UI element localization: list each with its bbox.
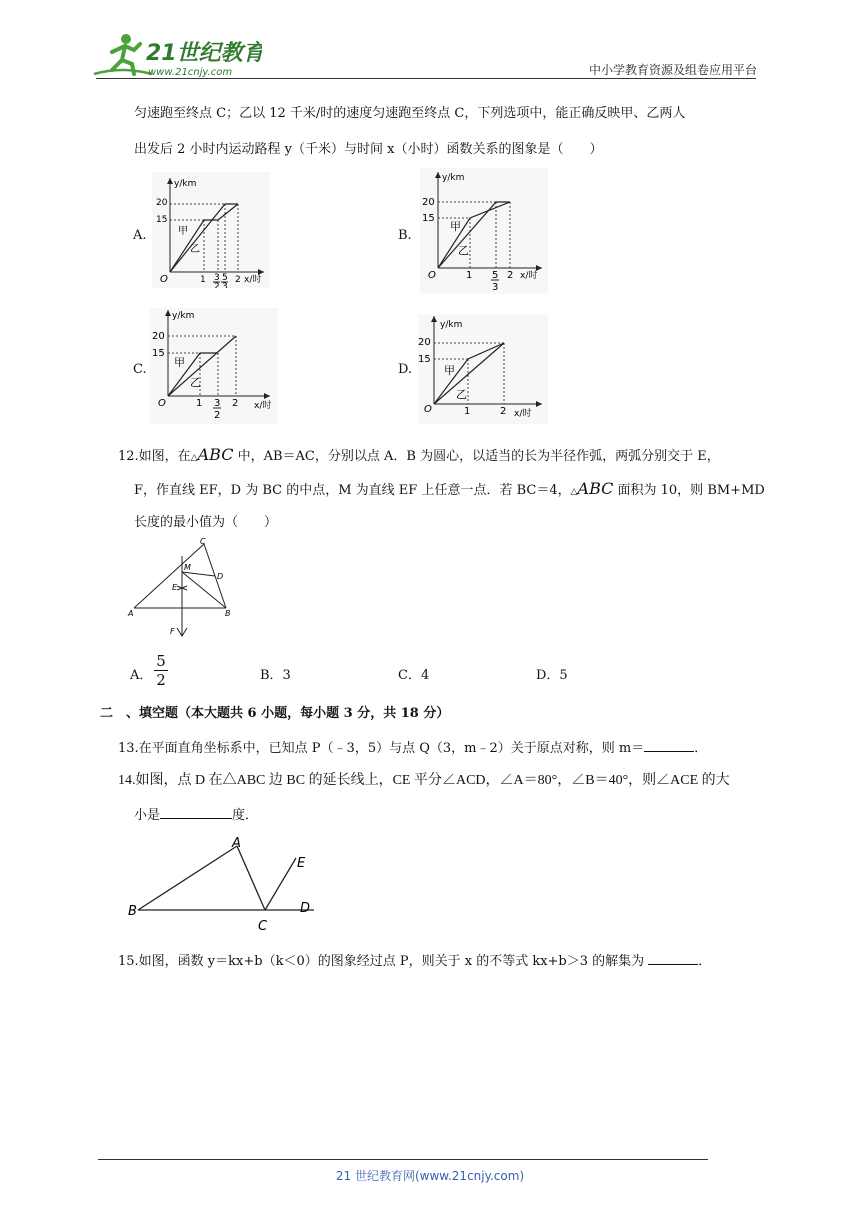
- svg-text:B: B: [128, 904, 137, 919]
- footer-divider: [98, 1159, 708, 1160]
- svg-text:O: O: [158, 398, 166, 409]
- q11-option-d: D.: [398, 362, 413, 377]
- svg-text:2: 2: [214, 410, 221, 421]
- svg-text:C: C: [200, 537, 206, 546]
- svg-text:y/km: y/km: [174, 179, 197, 189]
- q12-line3: 长度的最小值为（ ）: [134, 515, 278, 530]
- q14-blank: [160, 804, 232, 819]
- q12-line1: 12.如图，在△ABC 中，AB＝AC，分别以点 A．B 为圆心，以适当的长为半径作弧，两弧分别交于 E，: [118, 445, 720, 464]
- svg-text:5: 5: [222, 273, 228, 283]
- q12-line2: F，作直线 EF，D 为 BC 的中点，M 为直线 EF 上任意一点．若 BC＝4，△ABC 面积为 10，则 BM+MD: [134, 479, 765, 498]
- svg-text:A: A: [128, 609, 134, 618]
- q11-option-b: B.: [398, 228, 412, 243]
- svg-text:2: 2: [500, 406, 507, 417]
- svg-text:5: 5: [492, 270, 499, 281]
- section-heading: 二 、填空题（本大题共 6 小题，每小题 3 分，共 18 分）: [100, 706, 450, 721]
- svg-text:20: 20: [152, 331, 165, 342]
- svg-text:O: O: [428, 270, 436, 281]
- svg-text:x/时: x/时: [514, 409, 532, 419]
- svg-text:15: 15: [418, 354, 431, 365]
- q14-figure: [124, 836, 320, 936]
- header-divider: [96, 78, 756, 79]
- q12-option-a-fraction: 5 2: [154, 652, 168, 689]
- svg-text:F: F: [170, 627, 175, 636]
- svg-text:3: 3: [214, 273, 220, 283]
- q11-option-c: C.: [133, 362, 147, 377]
- q12-option-a: A．: [130, 668, 153, 683]
- svg-text:B: B: [225, 609, 231, 618]
- q11-option-a: A.: [133, 228, 147, 243]
- graph-b: [420, 168, 548, 294]
- site-logo: [92, 30, 262, 80]
- graph-a: [152, 172, 270, 288]
- svg-text:M: M: [184, 563, 191, 572]
- svg-text:O: O: [160, 274, 168, 285]
- svg-text:y/km: y/km: [172, 311, 195, 321]
- svg-text:y/km: y/km: [442, 173, 465, 183]
- logo-text: 21世纪教育: [146, 41, 262, 66]
- svg-text:D: D: [300, 901, 311, 916]
- q12-option-d: D．5: [536, 668, 568, 683]
- svg-text:1: 1: [464, 406, 471, 417]
- runner-icon: [94, 34, 152, 74]
- svg-text:2: 2: [214, 282, 220, 288]
- svg-text:1: 1: [466, 270, 473, 281]
- svg-text:2: 2: [507, 270, 514, 281]
- platform-name: 中小学教育资源及组卷应用平台: [588, 63, 757, 77]
- svg-text:E: E: [297, 856, 306, 871]
- svg-text:15: 15: [152, 348, 165, 359]
- q11-line2: 出发后 2 小时内运动路程 y（千米）与时间 x（小时）函数关系的图象是（ ）: [134, 142, 603, 157]
- svg-text:20: 20: [418, 337, 431, 348]
- footer-text: 21 世纪教育网(www.21cnjy.com): [335, 1169, 525, 1183]
- svg-text:15: 15: [156, 215, 168, 225]
- svg-text:甲: 甲: [174, 356, 185, 369]
- graph-c: [150, 308, 278, 424]
- q15-text: 15.如图，函数 y＝kx+b（k＜0）的图象经过点 P，则关于 x 的不等式 kx+b＞3 的解集为 ．: [118, 950, 711, 972]
- svg-text:1: 1: [200, 275, 206, 285]
- q14-line1: 14.如图，点 D 在△ABC 边 BC 的延长线上，CE 平分∠ACD，∠A＝80°，∠B＝40°，则∠ACE 的大: [118, 773, 730, 788]
- svg-text:x/时: x/时: [244, 275, 262, 285]
- svg-text:3: 3: [214, 398, 221, 409]
- svg-text:E: E: [172, 583, 178, 592]
- svg-text:甲: 甲: [444, 364, 455, 377]
- svg-text:y/km: y/km: [440, 320, 463, 330]
- svg-text:甲: 甲: [450, 220, 461, 233]
- q11-line1: 匀速跑至终点 C；乙以 12 千米/时的速度匀速跑至终点 C，下列选项中，能正确反映甲、乙两人: [134, 106, 686, 121]
- svg-text:15: 15: [422, 213, 435, 224]
- q12-option-c: C．4: [398, 668, 430, 683]
- svg-text:乙: 乙: [456, 388, 467, 401]
- svg-text:20: 20: [422, 197, 435, 208]
- q12-figure: [124, 536, 236, 640]
- svg-text:x/时: x/时: [254, 401, 272, 411]
- svg-text:3: 3: [492, 282, 499, 293]
- q15-blank: [648, 950, 698, 965]
- svg-text:A: A: [232, 836, 241, 851]
- q13-text: 13.在平面直角坐标系中，已知点 P（﹣3，5）与点 Q（3，m﹣2）关于原点对称，则 m＝ ．: [118, 737, 707, 759]
- q14-line2: 小是 度．: [134, 804, 258, 826]
- svg-text:2: 2: [235, 275, 241, 285]
- svg-text:D: D: [217, 572, 224, 581]
- q12-option-b: B．3: [260, 668, 291, 683]
- svg-text:乙: 乙: [458, 244, 469, 257]
- svg-text:1: 1: [196, 398, 203, 409]
- svg-text:乙: 乙: [190, 376, 201, 389]
- svg-text:乙: 乙: [190, 244, 200, 255]
- svg-text:C: C: [258, 919, 268, 934]
- svg-text:3: 3: [222, 282, 228, 288]
- svg-text:甲: 甲: [178, 226, 188, 237]
- logo-url: www.21cnjy.com: [148, 67, 233, 78]
- svg-text:20: 20: [156, 198, 168, 208]
- graph-d: [418, 314, 548, 424]
- svg-text:2: 2: [232, 398, 239, 409]
- svg-text:x/时: x/时: [520, 271, 538, 281]
- svg-text:O: O: [424, 404, 432, 415]
- q13-blank: [644, 737, 694, 752]
